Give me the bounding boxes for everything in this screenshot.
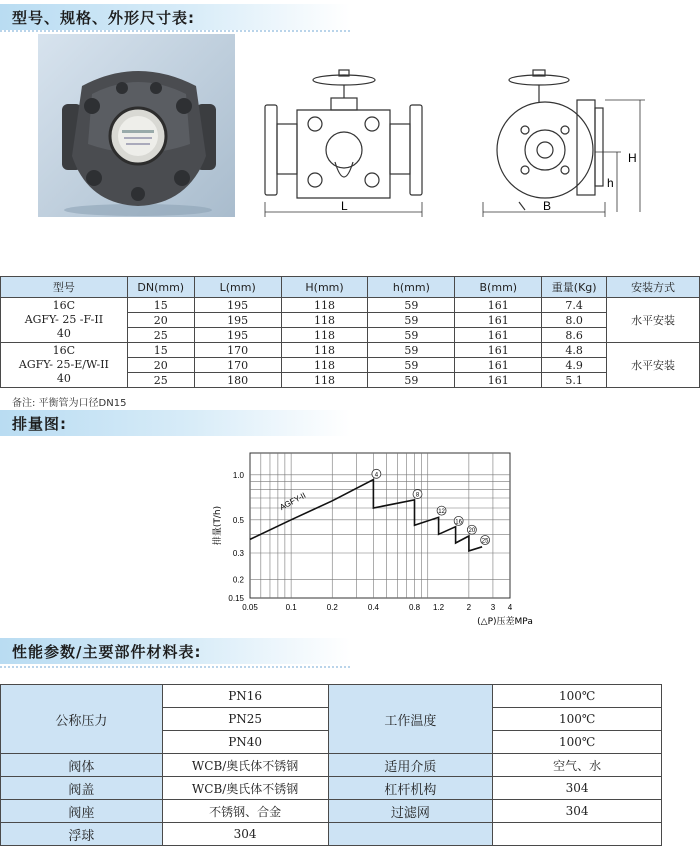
dim-label-B: B <box>543 199 552 213</box>
x-tick-label: 0.05 <box>242 603 258 612</box>
material-cell: 空气、水 <box>493 754 662 777</box>
part-label: 阀体 <box>1 754 163 777</box>
dim-label-H: H <box>628 151 637 165</box>
work-temp-label: 工作温度 <box>328 685 493 754</box>
table-cell: 170 <box>194 358 281 373</box>
material-cell: 304 <box>162 823 328 846</box>
table-cell: 118 <box>281 298 368 313</box>
pressure-marker-label: 4 <box>374 472 379 479</box>
model-line: 16C <box>52 344 76 357</box>
table-cell: 161 <box>455 343 542 358</box>
section-title-perf: 性能参数/主要部件材料表: <box>12 643 202 661</box>
model-cell <box>1 298 128 343</box>
section-header-perf <box>0 638 350 664</box>
install-cell: 水平安装 <box>607 343 700 388</box>
model-cell <box>1 343 128 388</box>
table-cell: 118 <box>281 373 368 388</box>
table-row <box>1 298 700 313</box>
pressure-marker-label: 20 <box>468 528 476 535</box>
x-tick-label: 4 <box>507 603 513 612</box>
section-title-flow: 排量图: <box>12 415 67 433</box>
table-cell: 15 <box>127 343 194 358</box>
x-tick-label: 2 <box>466 603 472 612</box>
table-cell: 59 <box>368 358 455 373</box>
section-header-flow <box>0 410 350 436</box>
material-cell: WCB/奥氏体不锈钢 <box>162 777 328 800</box>
pressure-cell: PN25 <box>162 708 328 731</box>
y-tick-label: 0.5 <box>232 515 244 525</box>
header-b: B(mm) <box>455 277 542 298</box>
table-cell: 59 <box>368 343 455 358</box>
table-cell: 195 <box>194 328 281 343</box>
y-tick-label: 0.2 <box>232 575 244 585</box>
part-label: 阀座 <box>1 800 163 823</box>
table-cell: 161 <box>455 373 542 388</box>
table-row <box>1 754 662 777</box>
table-row <box>1 800 662 823</box>
pressure-cell: PN40 <box>162 731 328 754</box>
part-label: 杠杆机构 <box>328 777 493 800</box>
part-label: 适用介质 <box>328 754 493 777</box>
pressure-marker-label: 12 <box>438 509 445 516</box>
table-cell: 8.6 <box>542 328 607 343</box>
table-cell: 59 <box>368 298 455 313</box>
table-row <box>1 823 662 846</box>
y-axis-label: 排量(T/h) <box>213 505 223 546</box>
y-tick-label: 0.15 <box>228 594 244 603</box>
table-cell: 118 <box>281 313 368 328</box>
dim-label-L: L <box>341 199 348 213</box>
header-dn: DN(mm) <box>127 277 194 298</box>
table-cell: 161 <box>455 358 542 373</box>
x-tick-label: 3 <box>490 603 496 612</box>
x-tick-label: 0.8 <box>408 603 421 612</box>
table-cell: 5.1 <box>542 373 607 388</box>
x-tick-label: 1.2 <box>433 603 445 612</box>
table-cell: 180 <box>194 373 281 388</box>
divider <box>0 666 350 668</box>
flow-chart <box>210 438 540 638</box>
part-label: 阀盖 <box>1 777 163 800</box>
part-label: 浮球 <box>1 823 163 846</box>
dimension-drawing <box>255 62 675 247</box>
dim-label-h: h <box>607 176 614 190</box>
table-row <box>1 777 662 800</box>
table-cell: 15 <box>127 298 194 313</box>
table-cell: 161 <box>455 328 542 343</box>
header-weight: 重量(Kg) <box>542 277 607 298</box>
model-line: 40 <box>56 327 71 340</box>
pressure-marker-label: 16 <box>455 519 462 526</box>
material-cell: 304 <box>493 777 662 800</box>
part-label <box>328 823 493 846</box>
table-row <box>1 685 662 708</box>
model-line: AGFY- 25-E/W-II <box>18 358 109 371</box>
table-cell: 59 <box>368 328 455 343</box>
material-cell: 304 <box>493 800 662 823</box>
note-text: 备注: 平衡管为口径DN15 <box>12 398 127 409</box>
product-photo <box>38 34 235 217</box>
table-cell: 118 <box>281 343 368 358</box>
x-axis-label: (△P)压差MPa <box>477 617 533 627</box>
table-cell: 4.8 <box>542 343 607 358</box>
series-label: AGFY-II <box>278 490 308 512</box>
table-cell: 7.4 <box>542 298 607 313</box>
header-l: L(mm) <box>194 277 281 298</box>
pressure-cell: PN16 <box>162 685 328 708</box>
table-row <box>1 343 700 358</box>
model-line: 40 <box>56 372 71 385</box>
table-cell: 161 <box>455 298 542 313</box>
x-tick-label: 0.1 <box>285 603 297 612</box>
table-cell: 161 <box>455 313 542 328</box>
table-cell: 25 <box>127 328 194 343</box>
header-model: 型号 <box>1 277 128 298</box>
section-header-spec <box>0 4 350 30</box>
material-table <box>0 684 662 846</box>
table-cell: 170 <box>194 343 281 358</box>
x-tick-label: 0.4 <box>367 603 379 612</box>
part-label: 过滤网 <box>328 800 493 823</box>
table-cell: 8.0 <box>542 313 607 328</box>
table-cell: 195 <box>194 313 281 328</box>
table-cell: 4.9 <box>542 358 607 373</box>
table-cell: 59 <box>368 313 455 328</box>
pressure-marker-label: 8 <box>415 492 420 499</box>
table-cell: 118 <box>281 328 368 343</box>
y-tick-label: 1.0 <box>232 470 244 480</box>
steam-trap-image <box>38 34 235 217</box>
material-cell: 不锈钢、合金 <box>162 800 328 823</box>
model-line: AGFY- 25 -F-II <box>24 313 104 326</box>
header-install: 安装方式 <box>607 277 700 298</box>
table-cell: 118 <box>281 358 368 373</box>
y-tick-label: 0.3 <box>232 549 244 559</box>
install-cell: 水平安装 <box>607 298 700 343</box>
table-cell: 195 <box>194 298 281 313</box>
table-cell: 20 <box>127 358 194 373</box>
section-title-spec: 型号、规格、外形尺寸表: <box>12 9 195 27</box>
temp-cell: 100℃ <box>493 731 662 754</box>
model-line: 16C <box>52 299 76 312</box>
temp-cell: 100℃ <box>493 685 662 708</box>
material-cell: WCB/奥氏体不锈钢 <box>162 754 328 777</box>
header-h: H(mm) <box>281 277 368 298</box>
nominal-pressure-label: 公称压力 <box>1 685 163 754</box>
temp-cell: 100℃ <box>493 708 662 731</box>
material-cell <box>493 823 662 846</box>
divider <box>0 30 350 32</box>
header-small-h: h(mm) <box>368 277 455 298</box>
x-tick-label: 0.2 <box>326 603 338 612</box>
pressure-marker-label: 25 <box>481 538 489 545</box>
table-cell: 25 <box>127 373 194 388</box>
table-cell: 20 <box>127 313 194 328</box>
spec-header-row <box>1 277 700 298</box>
spec-table <box>0 276 700 388</box>
table-cell: 59 <box>368 373 455 388</box>
